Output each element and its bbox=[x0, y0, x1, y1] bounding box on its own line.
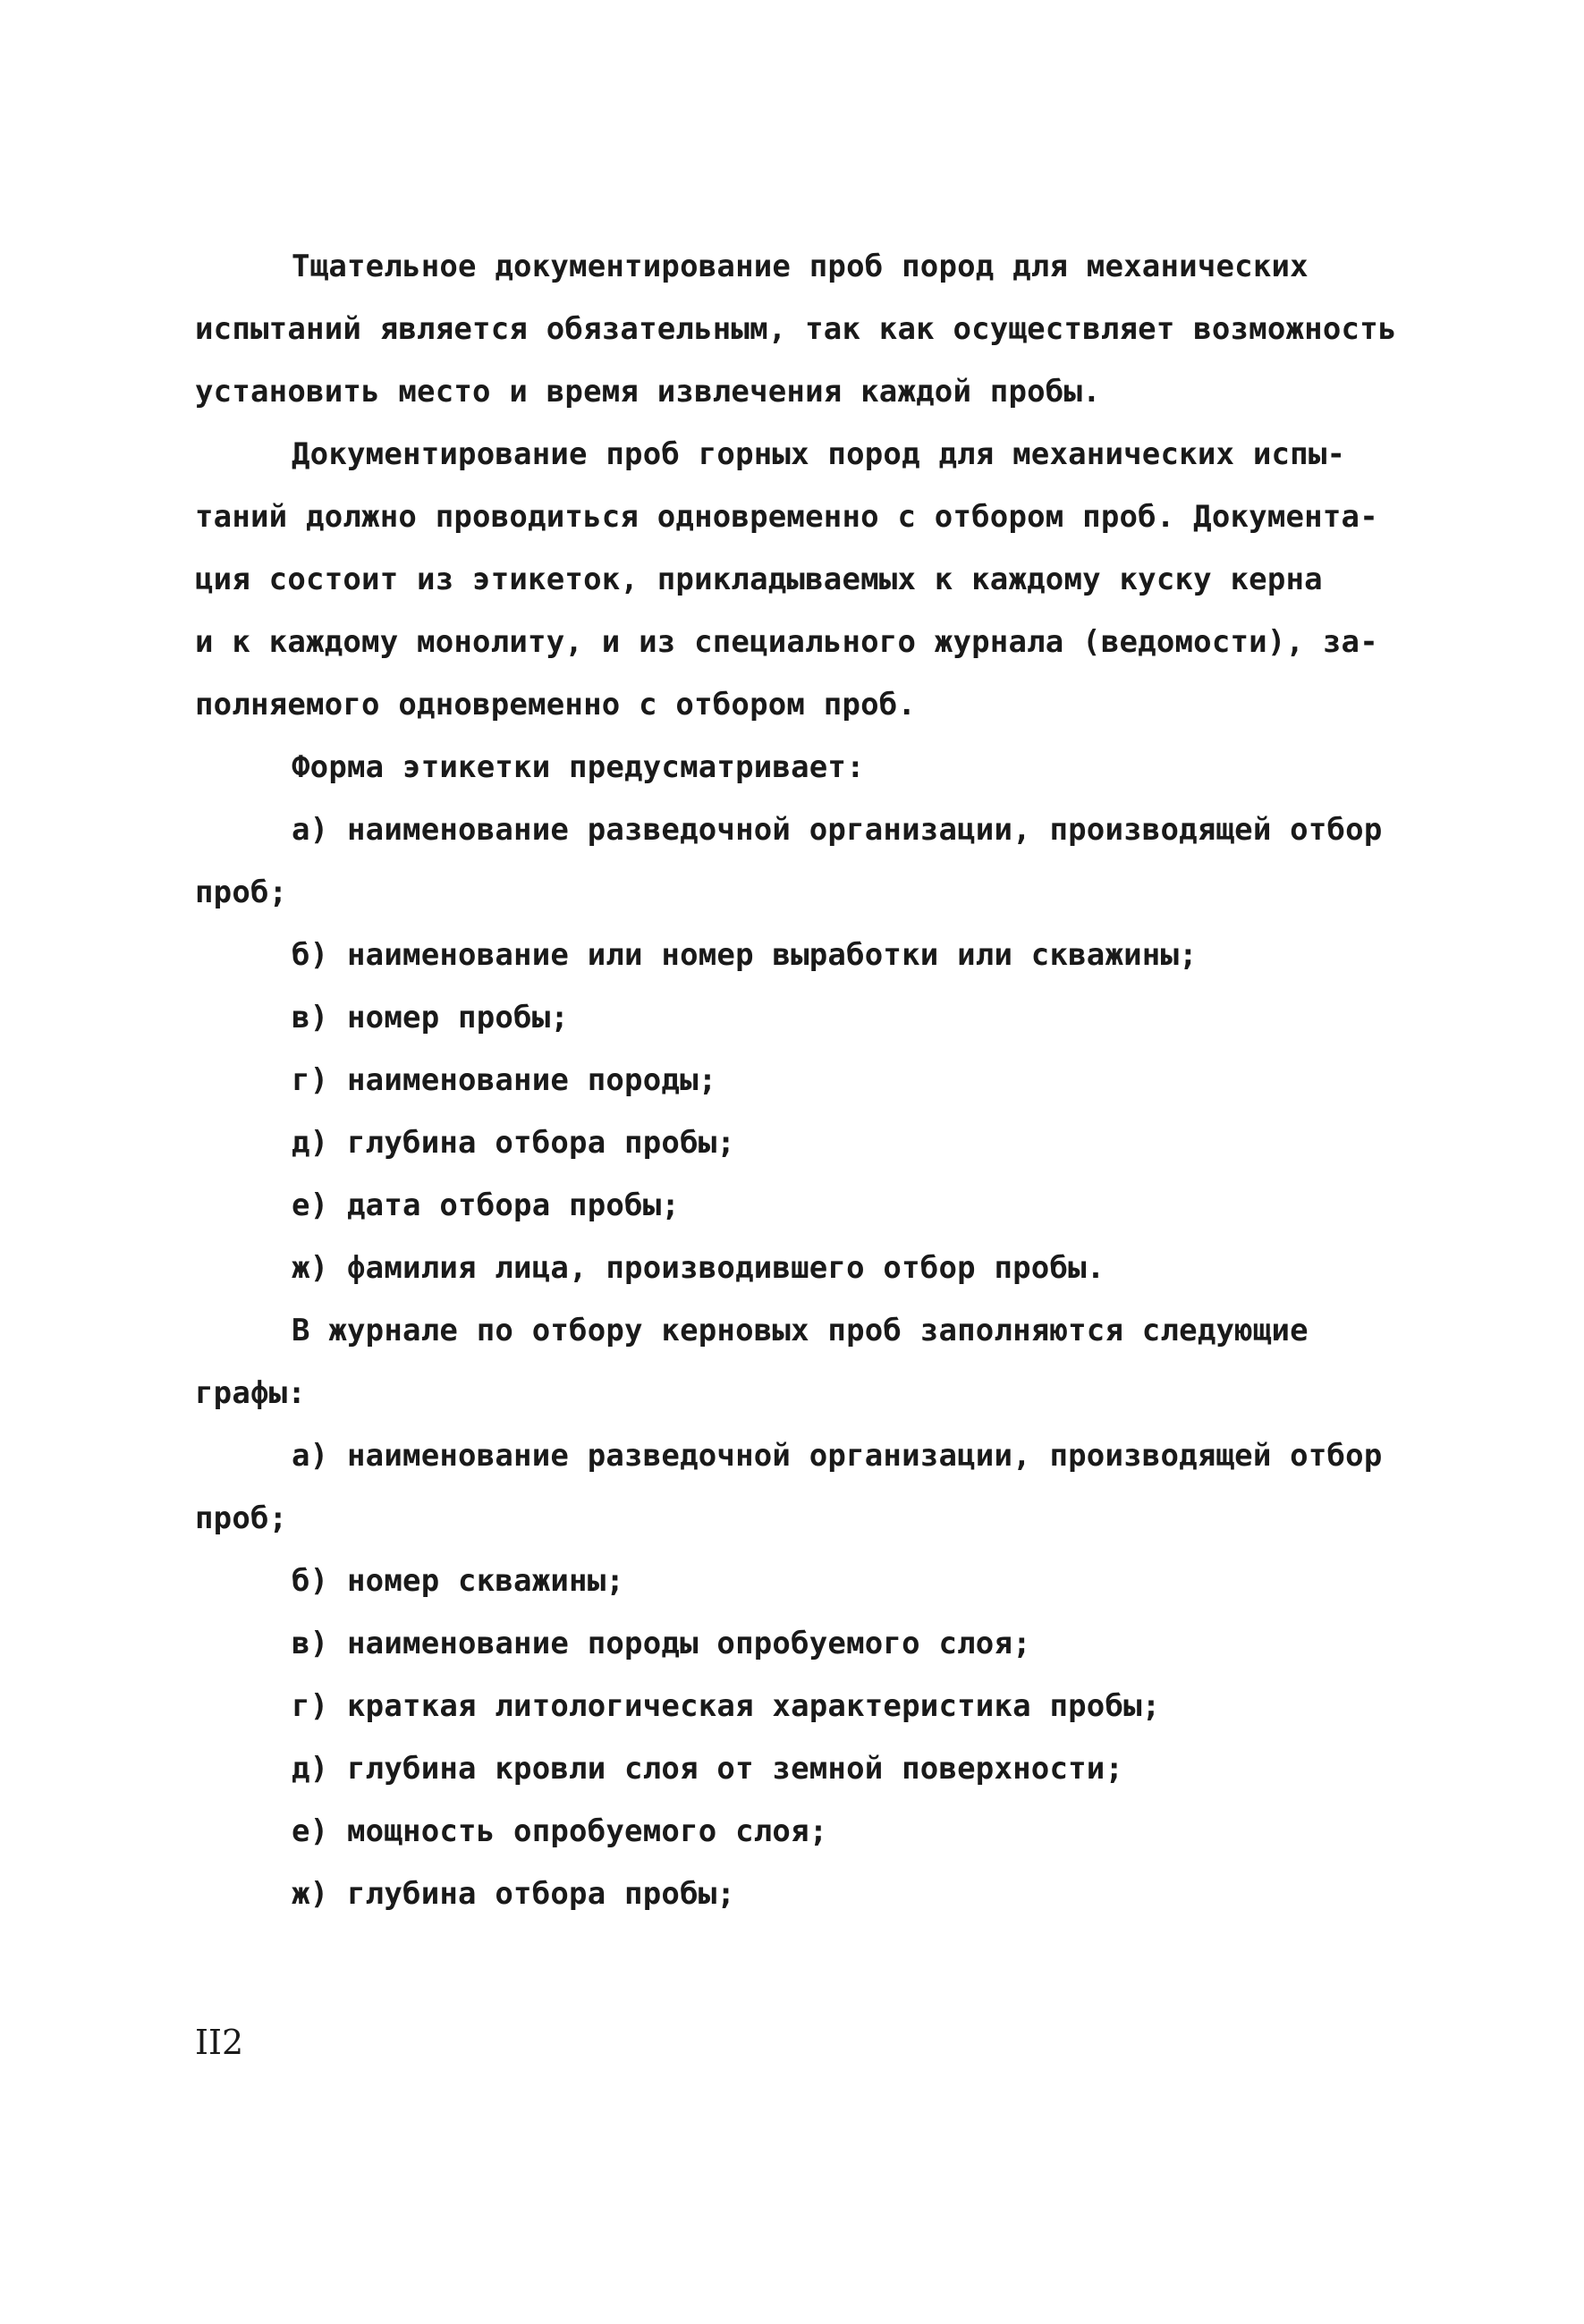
list-item-continuation: проб; bbox=[195, 1500, 288, 1536]
text-line: Тщательное документирование проб пород для механических bbox=[292, 249, 1309, 284]
list-item: б) наименование или номер выработки или скважины; bbox=[292, 937, 1198, 973]
list-item: в) номер пробы; bbox=[292, 1000, 570, 1035]
text-line: Документирование проб горных пород для механических испы- bbox=[292, 436, 1346, 472]
list-item: е) дата отбора пробы; bbox=[292, 1187, 681, 1223]
text-line: таний должно проводиться одновременно с отбором проб. Документа- bbox=[195, 499, 1378, 535]
text-line: испытаний является обязательным, так как осуществляет возможность bbox=[195, 311, 1397, 347]
list-item: д) глубина кровли слоя от земной поверхности; bbox=[292, 1751, 1124, 1787]
page-number: II2 bbox=[195, 2023, 244, 2062]
list-item: б) номер скважины; bbox=[292, 1563, 625, 1599]
list-item: г) краткая литологическая характеристика пробы; bbox=[292, 1688, 1161, 1724]
list-item: е) мощность опробуемого слоя; bbox=[292, 1813, 828, 1849]
text-line: В журнале по отбору керновых проб заполняются следующие bbox=[292, 1313, 1309, 1348]
list-item: а) наименование разведочной организации, производящей отбор bbox=[292, 1438, 1383, 1474]
text-line: графы: bbox=[195, 1375, 307, 1411]
list-item-continuation: проб; bbox=[195, 875, 288, 910]
list-item: ж) фамилия лица, производившего отбор пробы. bbox=[292, 1250, 1105, 1286]
text-line: ция состоит из этикеток, прикладываемых к каждому куску керна bbox=[195, 562, 1323, 597]
list-item: г) наименование породы; bbox=[292, 1062, 717, 1098]
list-item: д) глубина отбора пробы; bbox=[292, 1125, 736, 1161]
text-line: полняемого одновременно с отбором проб. bbox=[195, 687, 917, 723]
text-line: установить место и время извлечения каждой пробы. bbox=[195, 374, 1101, 410]
list-item: а) наименование разведочной организации, производящей отбор bbox=[292, 812, 1383, 848]
text-line: и к каждому монолиту, и из специального журнала (ведомости), за- bbox=[195, 624, 1378, 660]
list-item: ж) глубина отбора пробы; bbox=[292, 1876, 736, 1912]
list-item: в) наименование породы опробуемого слоя; bbox=[292, 1626, 1031, 1661]
text-line: Форма этикетки предусматривает: bbox=[292, 749, 865, 785]
